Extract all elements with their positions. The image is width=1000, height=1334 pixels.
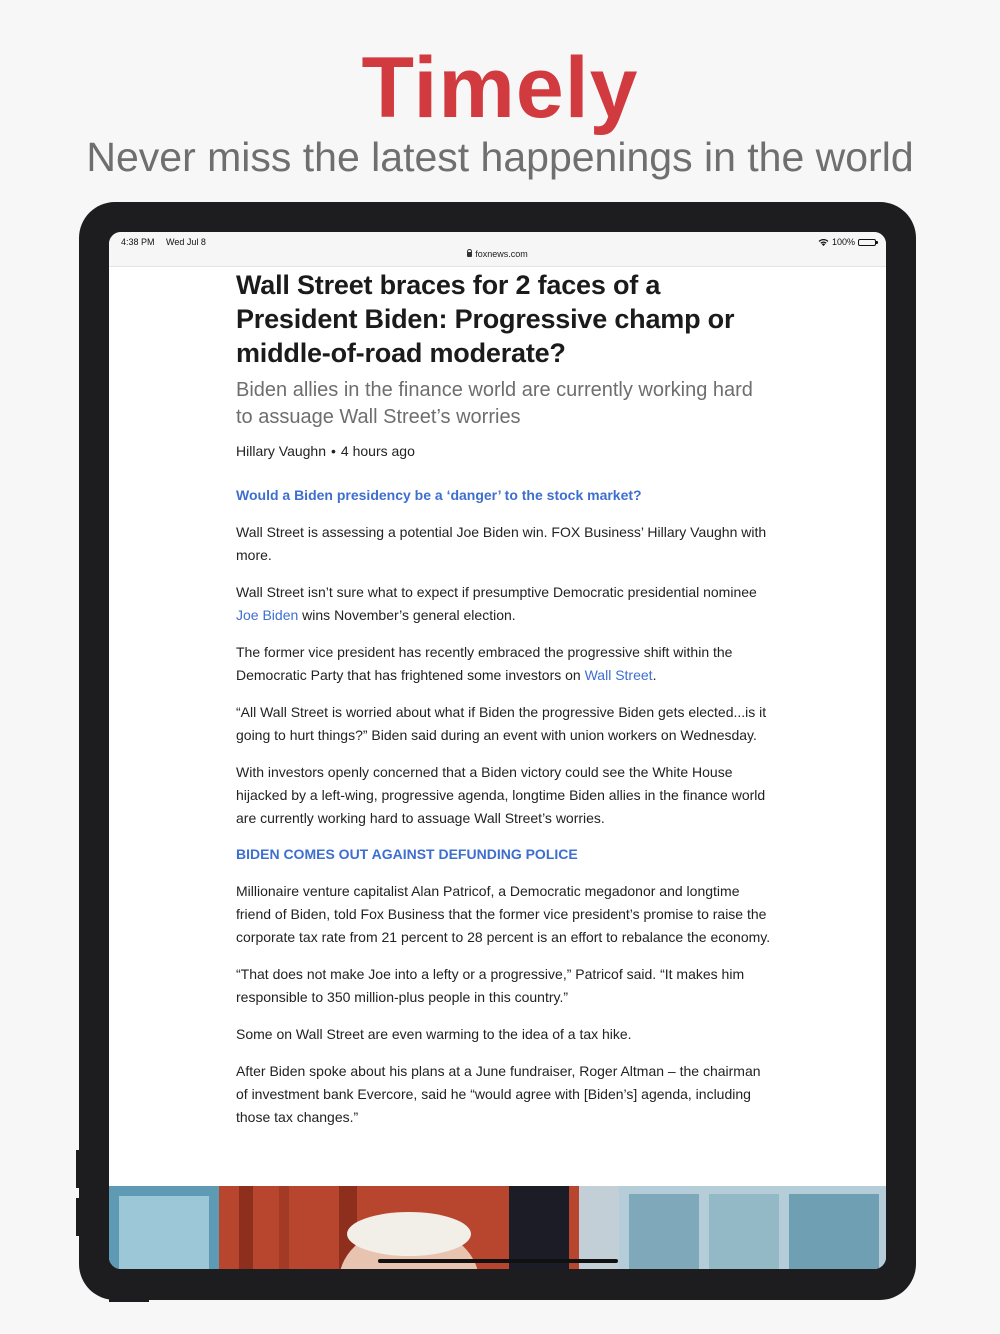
paragraph-2-text-b: wins November’s general election. bbox=[298, 607, 516, 623]
device-screen bbox=[109, 232, 886, 1269]
related-article-link[interactable]: BIDEN COMES OUT AGAINST DEFUNDING POLICE bbox=[236, 846, 578, 862]
paragraph-2 bbox=[236, 581, 771, 627]
paragraph-5: With investors openly concerned that a Biden victory could see the White House hijacked by a left-wing, progressive agenda, longtime Biden allies in the finance world are currently working hard to assuage Wall Street’s worries. bbox=[236, 764, 766, 826]
publish-time: 4 hours ago bbox=[340, 443, 415, 459]
paragraph-8: Some on Wall Street are even warming to the idea of a tax hike. bbox=[236, 1026, 632, 1042]
paragraph-3-text-a: The former vice president has recently embraced the progressive shift within the Democratic Party that has frightened some investors on bbox=[236, 644, 733, 683]
battery-icon bbox=[858, 239, 876, 246]
paragraph-1: Wall Street is assessing a potential Joe Biden win. FOX Business’ Hillary Vaughn with more. bbox=[236, 524, 767, 563]
author-name[interactable]: Hillary Vaughn bbox=[236, 443, 327, 459]
paragraph-4: “All Wall Street is worried about what if Biden the progressive Biden gets elected...is it going to hurt things?” Biden said during an event with union workers on Wednesday. bbox=[236, 704, 767, 743]
byline bbox=[236, 441, 771, 461]
joe-biden-link[interactable]: Joe Biden bbox=[236, 607, 299, 623]
home-indicator[interactable] bbox=[378, 1259, 618, 1263]
paragraph-3 bbox=[236, 641, 771, 687]
promo-subtitle: Never miss the latest happenings in the world bbox=[86, 134, 914, 180]
paragraph-3-text-b: . bbox=[652, 667, 657, 683]
device-edge-mark bbox=[109, 1298, 149, 1302]
address-bar[interactable] bbox=[109, 249, 886, 259]
url-text: foxnews.com bbox=[475, 249, 528, 259]
paragraph-6: Millionaire venture capitalist Alan Patricof, a Democratic megadonor and longtime friend of Biden, told Fox Business that the former vice president’s promise to raise the corporate tax rate from 21 percent to 28 percent is an effort to rebalance the economy. bbox=[236, 883, 771, 945]
article bbox=[236, 268, 771, 1129]
paragraph-2-text-a: Wall Street isn’t sure what to expect if presumptive Democratic presidential nominee bbox=[236, 584, 757, 600]
promo-title: Timely bbox=[361, 40, 639, 136]
wall-street-link[interactable]: Wall Street bbox=[584, 667, 653, 683]
byline-separator: • bbox=[331, 443, 336, 459]
video-link[interactable]: Would a Biden presidency be a ‘danger’ to the stock market? bbox=[236, 487, 642, 503]
lock-icon bbox=[467, 252, 472, 257]
wifi-icon bbox=[818, 238, 829, 246]
article-headline: Wall Street braces for 2 faces of a President Biden: Progressive champ or middle-of-road moderate? bbox=[236, 270, 735, 368]
article-photo[interactable] bbox=[109, 1186, 886, 1269]
status-time: 4:38 PM bbox=[121, 237, 155, 247]
status-indicators bbox=[818, 237, 876, 247]
article-subhead: Biden allies in the finance world are currently working hard to assuage Wall Street’s worries bbox=[236, 379, 753, 428]
paragraph-7: “That does not make Joe into a lefty or a progressive,” Patricof said. “It makes him responsible to 350 million-plus people in this country.” bbox=[236, 966, 745, 1005]
battery-percent: 100% bbox=[831, 237, 855, 247]
status-bar bbox=[109, 232, 886, 267]
status-date: Wed Jul 8 bbox=[166, 237, 206, 247]
paragraph-9: After Biden spoke about his plans at a June fundraiser, Roger Altman – the chairman of investment bank Evercore, said he “would agree with [Biden’s] agenda, including those tax changes.” bbox=[236, 1063, 761, 1125]
